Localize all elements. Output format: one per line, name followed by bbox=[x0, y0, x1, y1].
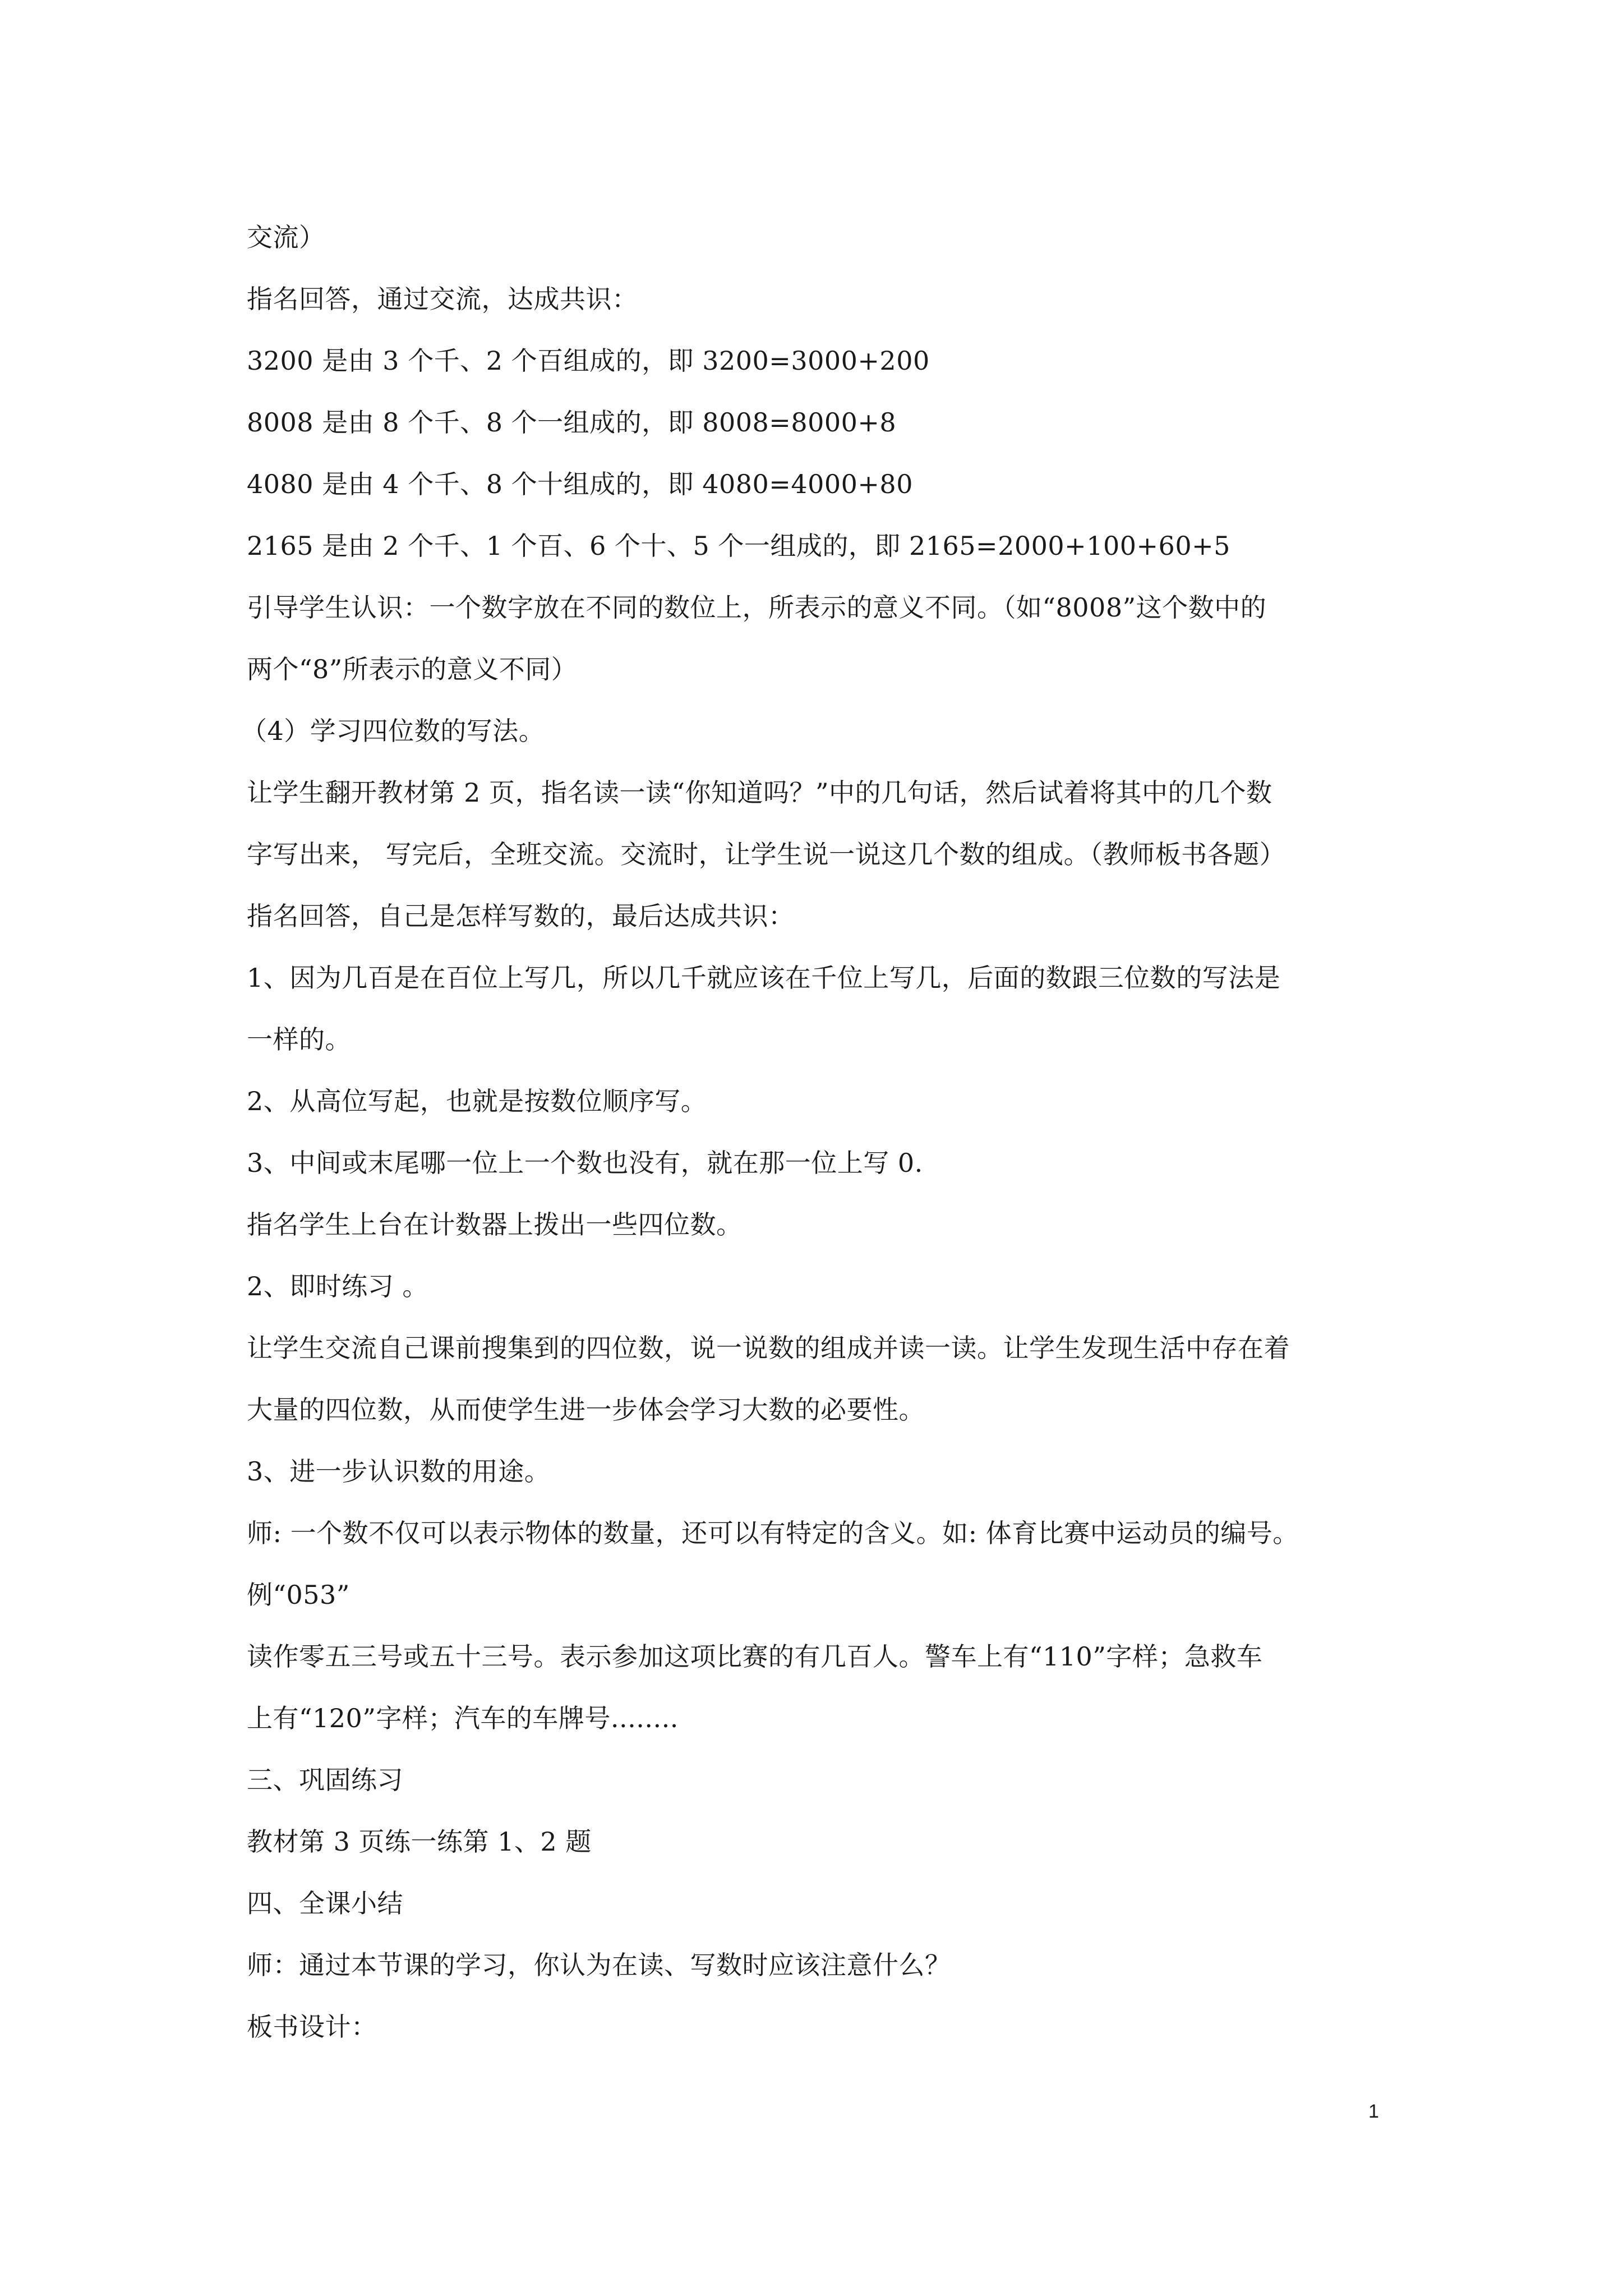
paragraph-line: 指名学生上台在计数器上拨出一些四位数。 bbox=[247, 1209, 743, 1240]
list-item-continuation: 一样的。 bbox=[247, 1024, 351, 1055]
section-heading: 3、进一步认识数的用途。 bbox=[247, 1456, 551, 1487]
paragraph-line: 字写出来， 写完后，全班交流。交流时，让学生说一说这几个数的组成。（教师板书各题） bbox=[247, 839, 1286, 869]
paragraph-line: 4080 是由 4 个千、8 个十组成的，即 4080=4000+80 bbox=[247, 469, 913, 499]
paragraph-line: 读作零五三号或五十三号。表示参加这项比赛的有几百人。警车上有“110”字样；急救车 bbox=[247, 1641, 1263, 1672]
document-body bbox=[241, 206, 1385, 2058]
paragraph-line: 让学生翻开教材第 2 页，指名读一读“你知道吗？”中的几句话，然后试着将其中的几个数 bbox=[247, 777, 1272, 808]
list-item: 3、中间或末尾哪一位上一个数也没有，就在那一位上写 0. bbox=[247, 1148, 923, 1178]
section-heading: （4）学习四位数的写法。 bbox=[241, 716, 545, 746]
paragraph-line: 引导学生认识：一个数字放在不同的数位上，所表示的意义不同。（如“8008”这个数中的 bbox=[247, 592, 1267, 623]
paragraph-line: 师: 一个数不仅可以表示物体的数量，还可以有特定的含义。如: 体育比赛中运动员的编号。 bbox=[247, 1518, 1299, 1548]
section-heading: 2、即时练习 。 bbox=[247, 1271, 428, 1301]
paragraph-line: 3200 是由 3 个千、2 个百组成的，即 3200=3000+200 bbox=[247, 346, 930, 376]
section-heading: 三、巩固练习 bbox=[247, 1765, 403, 1795]
paragraph-line: 例“053” bbox=[247, 1580, 350, 1610]
list-item: 1、因为几百是在百位上写几，所以几千就应该在千位上写几，后面的数跟三位数的写法是 bbox=[247, 963, 1281, 993]
paragraph-line: 师：通过本节课的学习，你认为在读、写数时应该注意什么？ bbox=[247, 1950, 951, 1980]
section-heading: 四、全课小结 bbox=[247, 1888, 403, 1918]
page-number: 1 bbox=[1368, 2101, 1379, 2122]
paragraph-line: 板书设计： bbox=[247, 2012, 377, 2042]
paragraph-line: 上有“120”字样；汽车的车牌号........ bbox=[247, 1703, 679, 1733]
paragraph-line: 让学生交流自己课前搜集到的四位数，说一说数的组成并读一读。让学生发现生活中存在着 bbox=[247, 1333, 1290, 1363]
paragraph-line: 教材第 3 页练一练第 1、2 题 bbox=[247, 1826, 592, 1857]
paragraph-line: 两个“8”所表示的意义不同） bbox=[247, 654, 578, 684]
paragraph-line: 指名回答，通过交流，达成共识： bbox=[247, 284, 638, 314]
paragraph-line: 8008 是由 8 个千、8 个一组成的，即 8008=8000+8 bbox=[247, 407, 897, 438]
paragraph-line: 2165 是由 2 个千、1 个百、6 个十、5 个一组成的，即 2165=2000+100+60+5 bbox=[247, 531, 1230, 561]
list-item: 2、从高位写起，也就是按数位顺序写。 bbox=[247, 1086, 707, 1116]
paragraph-line: 交流） bbox=[247, 222, 325, 252]
paragraph-line: 指名回答，自己是怎样写数的，最后达成共识： bbox=[247, 901, 795, 931]
paragraph-line: 大量的四位数，从而使学生进一步体会学习大数的必要性。 bbox=[247, 1395, 925, 1425]
